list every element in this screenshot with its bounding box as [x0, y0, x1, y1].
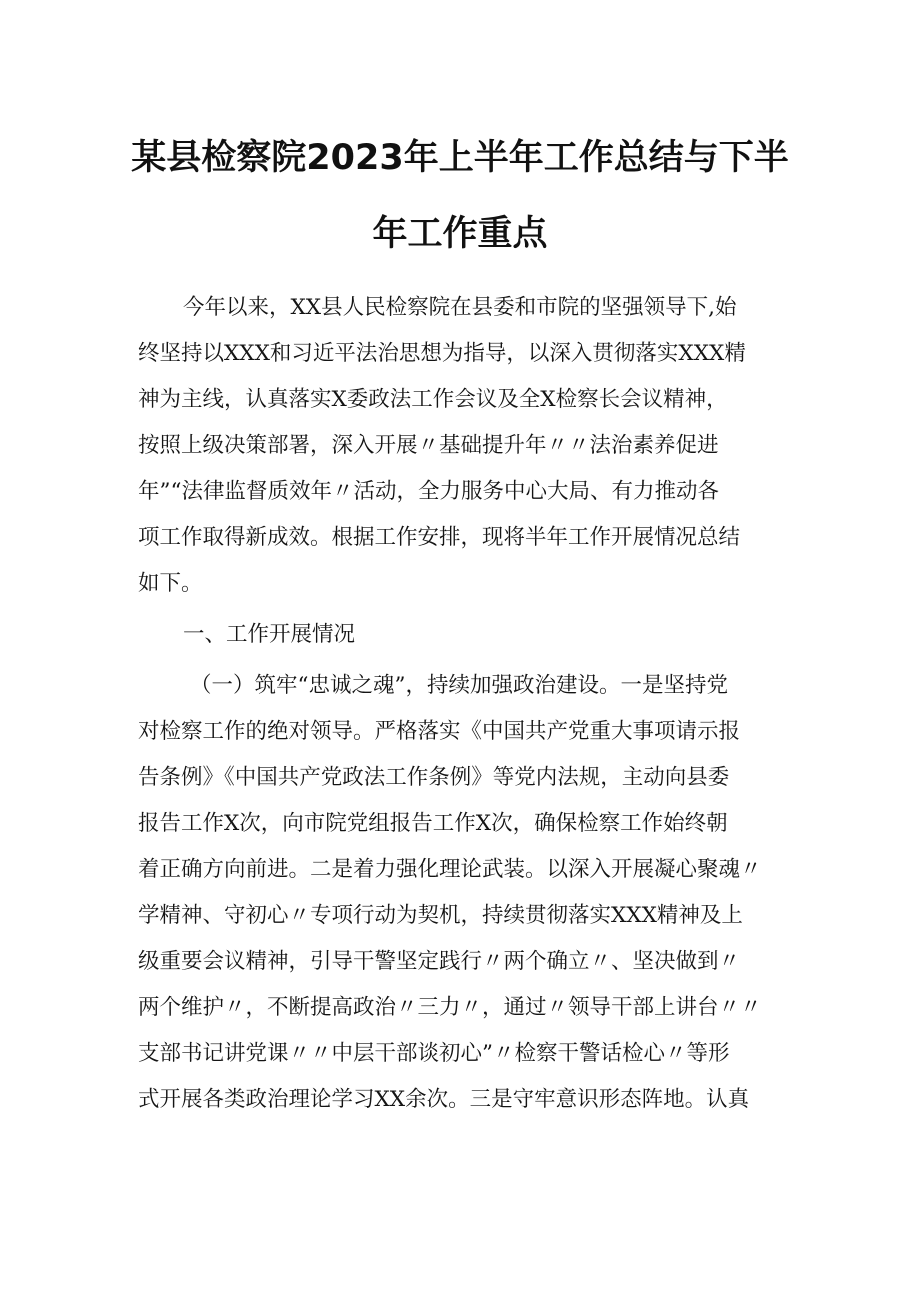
section-heading: 一、工作开展情况 — [183, 622, 356, 647]
paragraph-line: 神为主线，认真落实X委政法工作会议及全X检察长会议精神， — [138, 387, 728, 412]
paragraph-line: 告条例》《中国共产党政法工作条例》等党内法规，主动向县委 — [138, 765, 730, 790]
paragraph-line: 学精神、守初心〃专项行动为契机，持续贯彻落实XXX精神及上 — [138, 903, 743, 928]
paragraph-line: 报告工作X次，向市院党组报告工作X次，确保检察工作始终朝 — [138, 811, 728, 836]
paragraph-line: 两个维护〃，不断提高政治〃三力〃，通过〃领导干部上讲台〃〃 — [138, 995, 762, 1020]
document-title-line-2: 年工作重点 — [372, 214, 548, 254]
paragraph-line: 今年以来，XX县人民检察院在县委和市院的坚强领导下,始 — [183, 295, 737, 320]
paragraph-line: 按照上级决策部署，深入开展〃基础提升年〃〃法治素养促进 — [138, 433, 719, 458]
paragraph-line: 年”“法律监督质效年〃活动，全力服务中心大局、有力推动各 — [138, 479, 719, 504]
paragraph-line: 级重要会议精神，引导干警坚定践行〃两个确立〃、坚决做到〃 — [138, 949, 741, 974]
paragraph-line: 项工作取得新成效。根据工作安排，现将半年工作开展情况总结 — [138, 525, 741, 550]
paragraph-line: 终坚持以XXX和习近平法治思想为指导，以深入贯彻落实XXX精 — [138, 341, 746, 366]
paragraph-line: 支部书记讲党课〃〃中层干部谈初心”〃检察干警话检心〃等形 — [138, 1041, 730, 1066]
paragraph-line: 如下。 — [138, 571, 203, 596]
paragraph-line: （一）筑牢“忠诚之魂”，持续加强政治建设。一是坚持党 — [190, 673, 728, 698]
document-title-line-1: 某县检察院2023年上半年工作总结与下半 — [131, 138, 789, 178]
paragraph-line: 着正确方向前进。二是着力强化理论武装。以深入开展凝心聚魂〃 — [138, 857, 762, 882]
paragraph-line: 对检察工作的绝对领导。严格落实《中国共产党重大事项请示报 — [138, 719, 741, 744]
paragraph-line: 式开展各类政治理论学习XX余次。三是守牢意识形态阵地。认真 — [138, 1087, 750, 1112]
